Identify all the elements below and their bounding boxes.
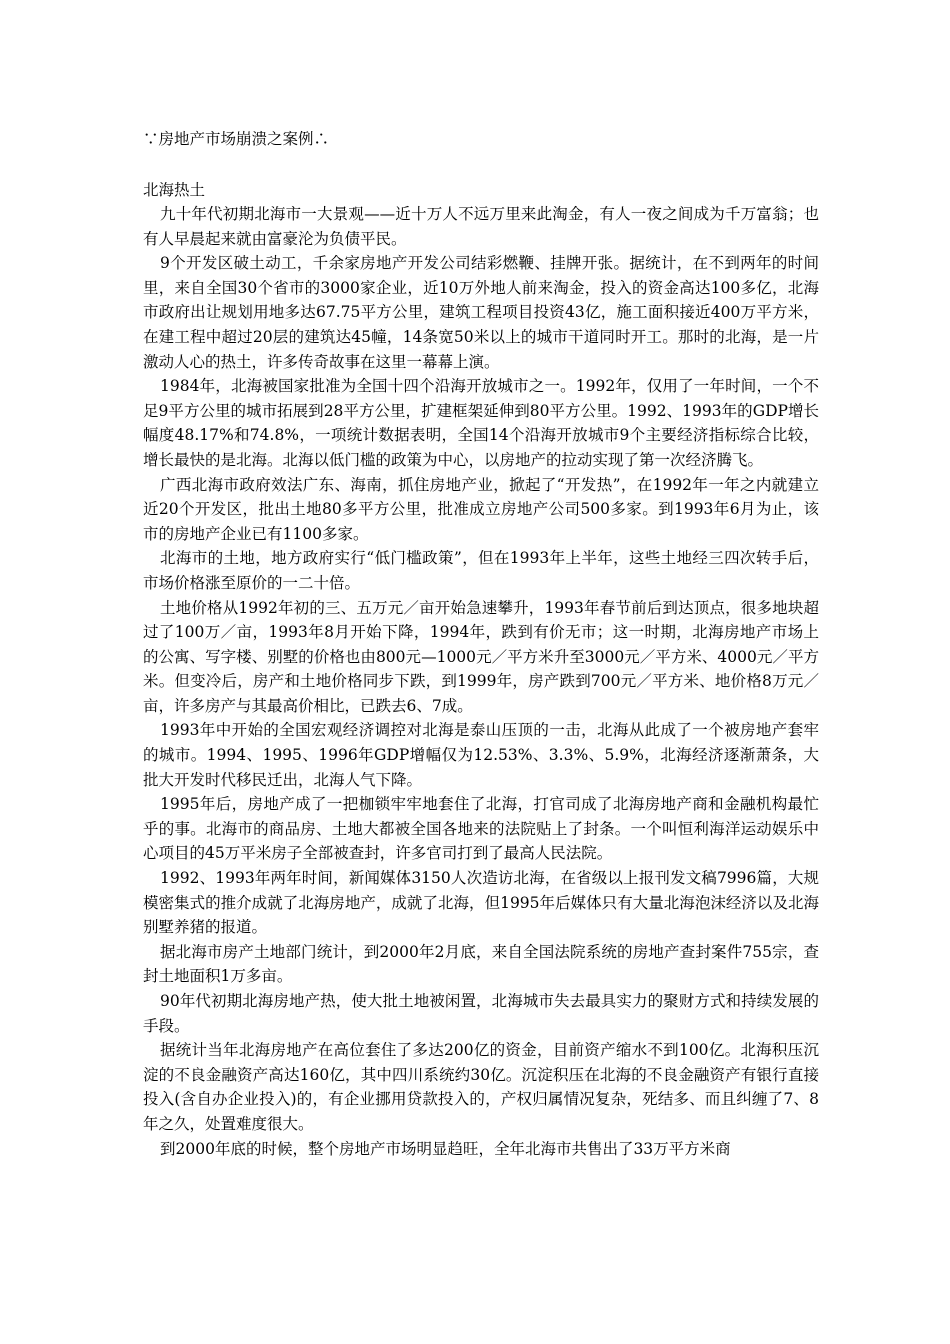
paragraph: 9个开发区破土动工，千余家房地产开发公司结彩燃鞭、挂牌开张。据统计，在不到两年的时间里，来自全国30个省市的3000家企业，近10万外地人前来淘金，投入的资金高达100多亿，北海市政府出让规划用地多达67.75平方公里，建筑工程项目投资43亿，施工面积接近400万平方米，在建工程中超过20层的建筑达45幢，14条宽50米以上的城市干道同时开工。那时的北海，是一片激动人心的热土，许多传奇故事在这里一幕幕上演。 <box>143 254 819 371</box>
section-heading: 北海热土 <box>143 181 206 199</box>
paragraph: 90年代初期北海房地产热，使大批土地被闲置，北海城市失去最具实力的聚财方式和持续发展的手段。 <box>143 992 819 1035</box>
paragraph: 到2000年底的时候，整个房地产市场明显趋旺，全年北海市共售出了33万平方米商 <box>160 1139 731 1158</box>
paragraph: 广西北海市政府效法广东、海南，抓住房地产业，掀起了“开发热”，在1992年一年之内就建立近20个开发区，批出土地80多平方公里，批准成立房地产公司500多家。到1993年6月为止，该市的房地产企业已有1100多家。 <box>143 475 819 543</box>
paragraph: 九十年代初期北海市一大景观——近十万人不远万里来此淘金，有人一夜之间成为千万富翁；也有人早晨起来就由富豪沦为负债平民。 <box>143 205 819 248</box>
paragraph: 土地价格从1992年初的三、五万元／亩开始急速攀升，1993年春节前后到达顶点，很多地块超过了100万／亩，1993年8月开始下降，1994年，跌到有价无市；这一时期，北海房地产市场上的公寓、写字楼、别墅的价格也由800元—1000元／平方米升至3000元／平方米、4000元／平方米。但变冷后，房产和土地价格同步下跌，到1999年，房产跌到700元／平方米、地价格8万元／亩，许多房产与其最高价相比，已跌去6、7成。 <box>143 598 819 715</box>
paragraph: 1995年后，房地产成了一把枷锁牢牢地套住了北海，打官司成了北海房地产商和金融机构最忙乎的事。北海市的商品房、土地大都被全国各地来的法院贴上了封条。一个叫恒利海洋运动娱乐中心项目的45万平米房子全部被查封，许多官司打到了最高人民法院。 <box>143 795 819 863</box>
paragraph: 1993年中开始的全国宏观经济调控对北海是泰山压顶的一击，北海从此成了一个被房地产套牢的城市。1994、1995、1996年GDP增幅仅为12.53%、3.3%、5.9%，北海经济逐渐萧条，大批大开发时代移民迁出，北海人气下降。 <box>143 721 819 789</box>
paragraph: 据北海市房产土地部门统计，到2000年2月底，来自全国法院系统的房地产查封案件755宗，查封土地面积1万多亩。 <box>143 942 819 986</box>
paragraph: 北海市的土地，地方政府实行“低门槛政策”，但在1993年上半年，这些土地经三四次转手后，市场价格涨至原价的一二十倍。 <box>143 549 819 592</box>
document-body <box>143 202 819 1161</box>
paragraph: 1992、1993年两年时间，新闻媒体3150人次造访北海，在省级以上报刊发文稿7996篇，大规模密集式的推介成就了北海房地产，成就了北海，但1995年后媒体只有大量北海泡沫经济以及北海别墅养猪的报道。 <box>143 869 819 937</box>
paragraph: 据统计当年北海房地产在高位套住了多达200亿的资金，目前资产缩水不到100亿。北海积压沉淀的不良金融资产高达160亿，其中四川系统约30亿。沉淀积压在北海的不良金融资产有银行直接投入(含自办企业投入)的，有企业挪用贷款投入的，产权归属情况复杂，死结多、而且纠缠了7、8年之久，处置难度很大。 <box>143 1041 819 1133</box>
paragraph: 1984年，北海被国家批准为全国十四个沿海开放城市之一。1992年，仅用了一年时间，一个不足9平方公里的城市拓展到28平方公里，扩建框架延伸到80平方公里。1992、1993年的GDP增长幅度48.17%和74.8%，一项统计数据表明，全国14个沿海开放城市9个主要经济指标综合比较，增长最快的是北海。北海以低门槛的政策为中心，以房地产的拉动实现了第一次经济腾飞。 <box>143 377 819 469</box>
document-title: ∵房地产市场崩溃之案例∴ <box>143 130 330 148</box>
